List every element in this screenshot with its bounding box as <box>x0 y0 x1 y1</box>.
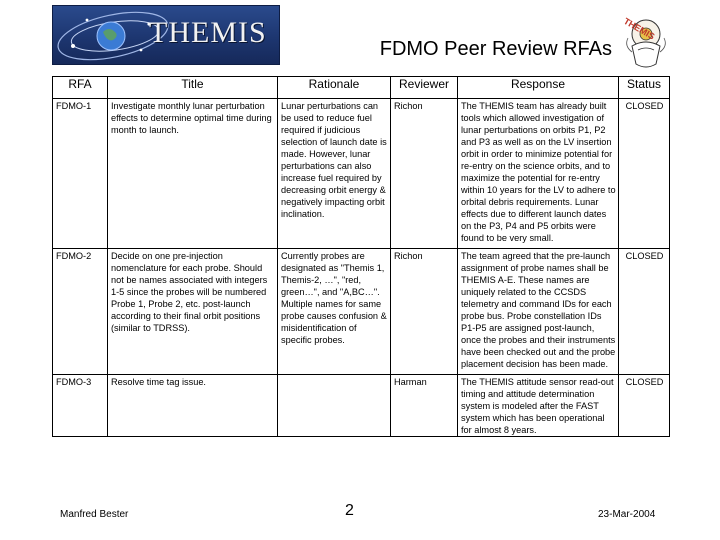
response-cell: The team agreed that the pre-launch assignment of probe names shall be THEMIS A-E. These names are uniquely related to the CCSDS telemetry and command IDs for each probe bus. Probe constellation IDs P1-P5 are assigned post-launch, once the probes and their instruments have been checked out and the probe placement decision has been made. <box>458 249 619 375</box>
status-cell: CLOSED <box>619 249 670 375</box>
page-number: 2 <box>345 502 354 519</box>
reviewer-cell: Harman <box>391 375 458 437</box>
title-cell: Decide on one pre-injection nomenclature for each probe. Should not be names associated with integers 1-5 since the probes will be numbered Probe 1, Probe 2, etc. post-launch according to their final orbit positions (similar to TDRSS). <box>108 249 278 375</box>
title-cell: Resolve time tag issue. <box>108 375 278 437</box>
reviewer-cell: Richon <box>391 99 458 249</box>
response-cell: The THEMIS attitude sensor read-out timing and attitude determination system is modeled after the FAST system which has been operational for almost 8 years. <box>458 375 619 437</box>
table-row <box>53 249 670 375</box>
title-cell: Investigate monthly lunar perturbation effects to determine optimal time during month to launch. <box>108 99 278 249</box>
rfa-id-cell: FDMO-2 <box>53 249 108 375</box>
column-header-reviewer: Reviewer <box>391 77 458 99</box>
rationale-cell: Currently probes are designated as "Themis 1, Themis-2, …", "red, green…", and "A,BC…". Multiple names for same probe causes confusion & misidentification of specific probes. <box>278 249 391 375</box>
status-cell: CLOSED <box>619 375 670 437</box>
column-header-rfa: RFA <box>53 77 108 99</box>
footer-divider <box>52 496 670 497</box>
column-header-rationale: Rationale <box>278 77 391 99</box>
logo-text: THEMIS <box>149 16 267 49</box>
column-header-status: Status <box>619 77 670 99</box>
page-title: FDMO Peer Review RFAs <box>379 38 612 60</box>
table-row <box>53 99 670 249</box>
footer-author: Manfred Bester <box>60 509 129 520</box>
rfa-id-cell: FDMO-1 <box>53 99 108 249</box>
column-header-title: Title <box>108 77 278 99</box>
reviewer-cell: Richon <box>391 249 458 375</box>
themis-logo <box>52 5 280 65</box>
rfa-id-cell: FDMO-3 <box>53 375 108 437</box>
rationale-cell: Lunar perturbations can be used to reduce fuel required if judicious selection of launch date is made. However, lunar perturbations can also increase fuel required by decreasing orbit energy & negatively impacting orbit inclination. <box>278 99 391 249</box>
status-cell: CLOSED <box>619 99 670 249</box>
column-header-response: Response <box>458 77 619 99</box>
table-row <box>53 375 670 437</box>
rationale-cell <box>278 375 391 437</box>
badge-text: THEMIS <box>622 16 657 42</box>
response-cell: The THEMIS team has already built tools which allowed investigation of lunar perturbations on orbits P1, P2 and P3 as well as on the LV insertion orbit in order to minimize potential for re-entry on the science orbits, and to maximize the potential for re-entry within 10 years for the LV to adhere to orbital debris requirements. Lunar effects due to different launch dates on the P3, P4 and P5 orbits were found to be very small. <box>458 99 619 249</box>
rfa-table <box>52 76 670 437</box>
table-header-row <box>53 77 670 99</box>
footer-date: 23-Mar-2004 <box>598 509 656 520</box>
